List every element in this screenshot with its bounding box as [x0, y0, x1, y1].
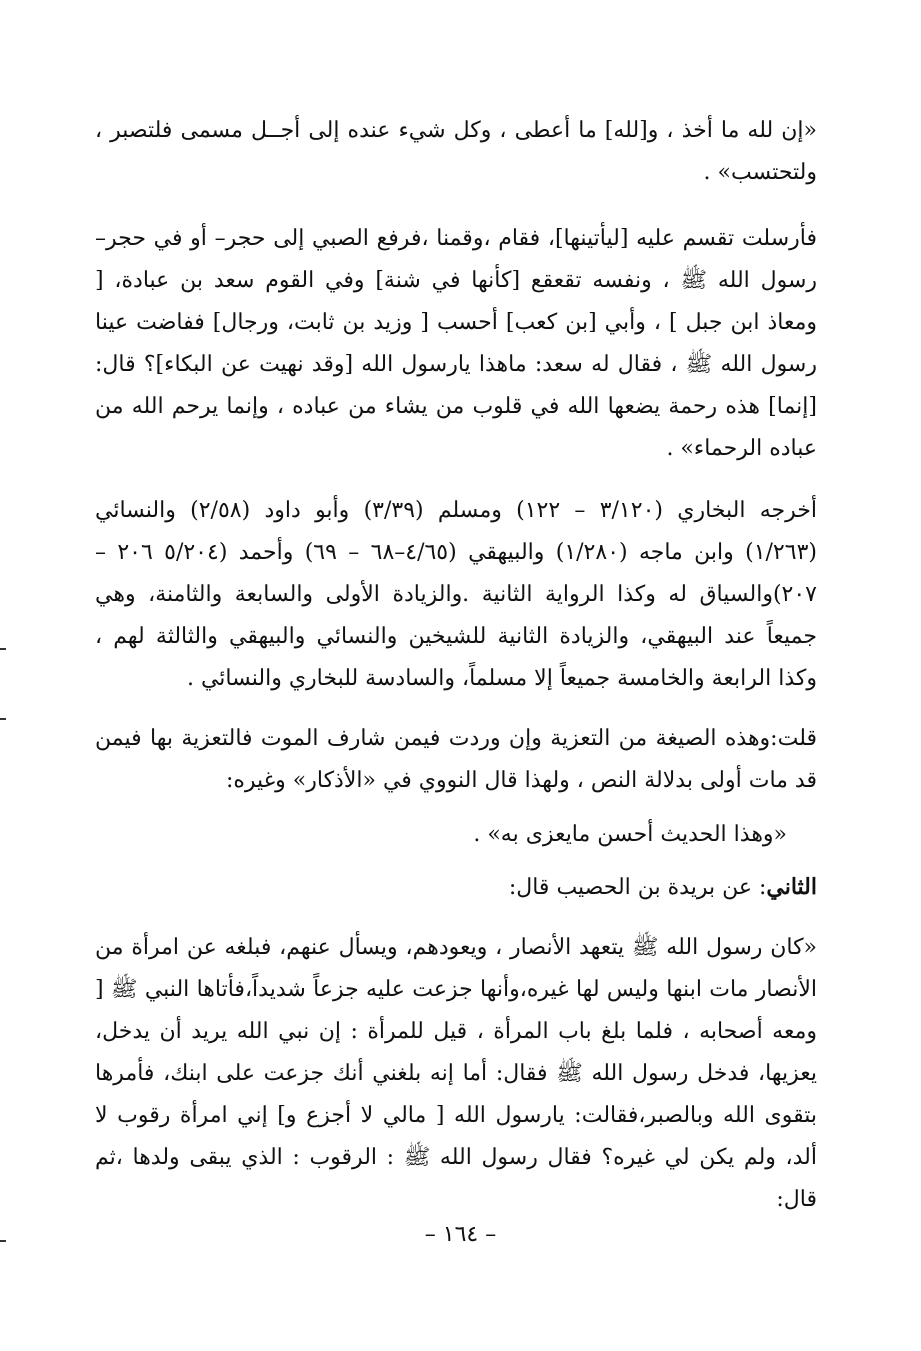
paragraph-commentary: قلت:وهذه الصيغة من التعزية وإن وردت فيمن شارف الموت فالتعزية بها فيمن قد مات أولى بدلالة النص ، ولهذا قال النووي في «الأذكار» وغيره: — [95, 726, 817, 793]
paragraph-hadith-quote: «إن لله ما أخذ ، و[لله] ما أعطى ، وكل شيء عنده إلى أجــل مسمى فلتصبر ، ولتحتسب» . — [95, 118, 817, 185]
second-text: : عن بريدة بن الحصيب قال: — [508, 875, 767, 900]
page-body — [95, 110, 817, 1310]
paragraph-narration: فأرسلت تقسم عليه [ليأتينها]، فقام ،وقمنا ،فرفع الصبي إلى حجر– أو في حجر– رسول الله ﷺ ، ونفسه تقعقع [كأنها في شنة] وفي القوم سعد بن عبادة، [ ومعاذ ابن جبل ] ، وأبي [بن كعب] أحسب [ وزيد بن ثابت، ورجال] ففاضت عينا رسول الله ﷺ ، فقال له سعد: ماهذا يارسول الله [وقد نهيت عن البكاء]؟ قال: [إنما] هذه رحمة يضعها الله في قلوب من يشاء من عباده ، وإنما يرحم الله من عباده الرحماء» . — [95, 226, 817, 461]
paragraph-sources: أخرجه البخاري (٣/١٢٠ – ١٢٢) ومسلم (٣/٣٩) وأبو داود (٢/٥٨) والنسائي (١/٢٦٣) وابن ماجه (١/٢٨٠) والبيهقي (٤/٦٥–٦٨ – ٦٩) وأحمد (٥/٢٠٤ ٢٠٦ – ٢٠٧)والسياق له وكذا الرواية الثانية .والزيادة الأولى والسابعة والثامنة، وهي جميعاً عند البيهقي، والزيادة الثانية للشيخين والنسائي والبيهقي والثالثة لهم ، وكذا الرابعة والخامسة جميعاً إلا مسلماً، والسادسة للبخاري والنسائي . — [95, 498, 817, 691]
scan-edge-mark — [0, 718, 6, 720]
second-label: الثاني — [766, 874, 817, 900]
paragraph-buraida-hadith: «كان رسول الله ﷺ يتعهد الأنصار ، ويعودهم، ويسأل عنهم، فبلغه عن امرأة من الأنصار مات ابنها وليس لها غيره،وأنها جزعت عليه جزعاً شديداً،فأتاها النبي ﷺ [ ومعه أصحابه ، فلما بلغ باب المرأة ، قيل للمرأة : إن نبي الله يريد أن يدخل، يعزيها، فدخل رسول الله ﷺ فقال: أما إنه بلغني أنك جزعت على ابنك، فأمرها بتقوى الله وبالصبر،فقالت: يارسول الله [ مالي لا أجزع و] إني امرأة رقوب لا ألد، ولم يكن لي غيره؟ فقال رسول الله ﷺ : الرقوب : الذي يبقى ولدها ،ثم قال: — [95, 935, 817, 1212]
paragraph-second-heading — [95, 866, 817, 909]
paragraph-nawawi-quote: «وهذا الحديث أحسن مايعزى به» . — [473, 822, 787, 847]
scan-edge-mark — [0, 648, 6, 650]
scan-edge-mark — [0, 1240, 6, 1242]
page-number: – ١٦٤ – — [424, 1222, 497, 1247]
